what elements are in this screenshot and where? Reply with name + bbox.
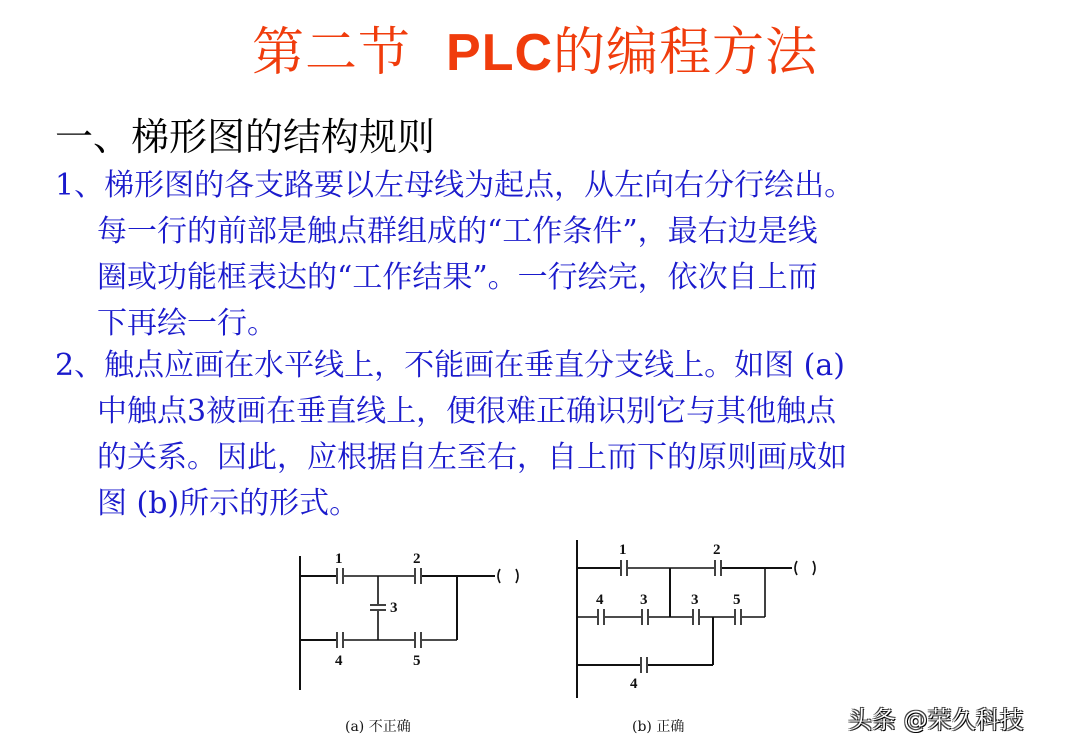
contact-b-4-row2 — [598, 609, 604, 625]
rule-1-line-1: 1、梯形图的各支路要以左母线为起点，从左向右分行绘出。 — [55, 168, 855, 203]
contact-a-1 — [337, 568, 343, 584]
rule-1-line-3: 圈或功能框表达的“工作结果”。一行绘完，依次自上而 — [97, 260, 818, 295]
watermark: 头条 @荣久科技 — [848, 706, 1024, 734]
coil-a-right — [516, 569, 518, 583]
title-prefix: 第二节 — [251, 23, 447, 83]
rule-2-line-4: 图 (b)所示的形式。 — [97, 486, 360, 521]
label-b-3b: 3 — [691, 592, 699, 608]
contact-a-5 — [415, 632, 421, 648]
label-b-4: 4 — [596, 592, 604, 608]
contact-a-3-vertical — [370, 605, 386, 610]
label-a-5: 5 — [413, 653, 421, 669]
title-suffix: 的编程方法 — [553, 23, 819, 83]
contact-b-3-row2-right — [693, 609, 699, 625]
diagram-b-correct — [577, 540, 815, 698]
label-b-4-bottom: 4 — [630, 676, 638, 692]
contact-b-4-row3 — [641, 657, 647, 673]
label-b-2: 2 — [713, 542, 721, 558]
rule-2-line-1: 2、触点应画在水平线上，不能画在垂直分支线上。如图 (a) — [55, 348, 845, 383]
rule-1-line-2: 每一行的前部是触点群组成的“工作条件”，最右边是线 — [97, 214, 818, 249]
contact-a-2 — [415, 568, 421, 584]
label-b-1: 1 — [619, 542, 627, 558]
rule-2-line-3: 的关系。因此，应根据自左至右，自上而下的原则画成如 — [97, 440, 847, 475]
rule-1-line-4: 下再绘一行。 — [97, 306, 277, 341]
label-a-1: 1 — [335, 551, 343, 567]
contact-b-1 — [621, 560, 627, 576]
title-plc: PLC — [446, 24, 554, 82]
rule-2-line-2: 中触点3被画在垂直线上，便很难正确识别它与其他触点 — [97, 394, 837, 429]
contact-b-2 — [715, 560, 721, 576]
contact-b-3-row2-left — [642, 609, 648, 625]
label-b-5: 5 — [733, 592, 741, 608]
label-b-3a: 3 — [640, 592, 648, 608]
caption-b: (b) 正确 — [632, 719, 685, 735]
coil-b-left — [795, 561, 797, 575]
label-a-4: 4 — [335, 653, 343, 669]
label-a-2: 2 — [413, 551, 421, 567]
caption-a: (a) 不正确 — [345, 719, 411, 735]
section-heading: 一、梯形图的结构规则 — [55, 115, 436, 159]
contact-a-4 — [337, 632, 343, 648]
coil-a-left — [498, 569, 500, 583]
contact-b-5 — [735, 609, 741, 625]
diagram-a-incorrect — [300, 551, 518, 690]
label-a-3: 3 — [390, 600, 398, 616]
coil-b-right — [813, 561, 815, 575]
